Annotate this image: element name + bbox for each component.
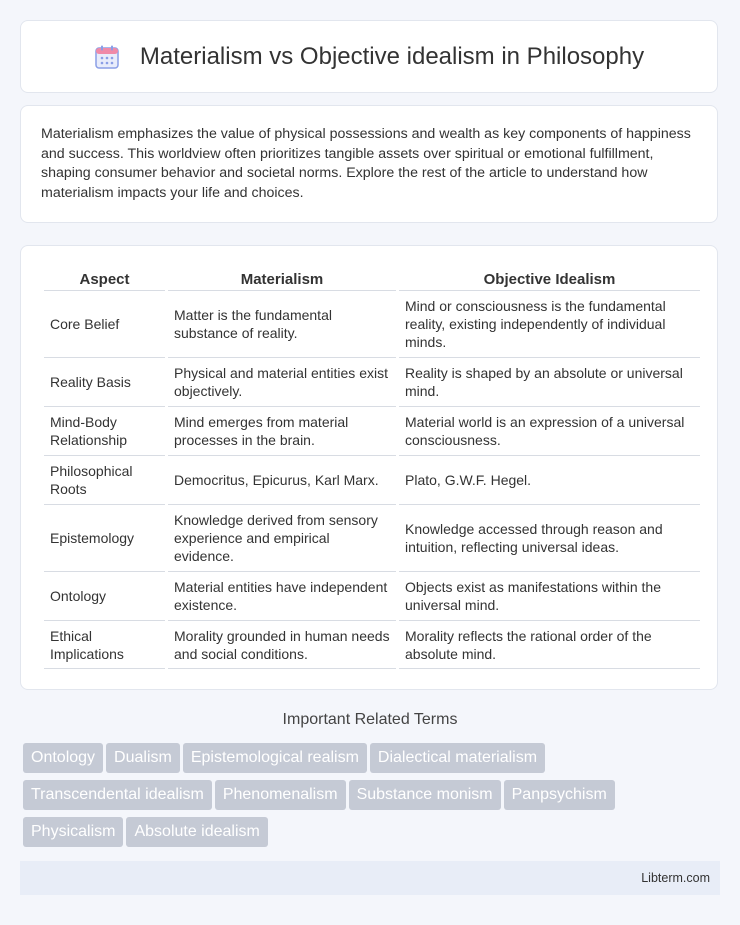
- term-tag[interactable]: Absolute idealism: [126, 817, 267, 847]
- table-row: [44, 504, 700, 571]
- table-row: [44, 571, 700, 620]
- term-tag[interactable]: Panpsychism: [504, 780, 615, 810]
- title-card: [20, 20, 718, 93]
- table-row: [44, 455, 700, 504]
- cell-aspect: Mind-Body Relationship: [44, 406, 165, 455]
- term-tag[interactable]: Ontology: [23, 743, 103, 773]
- term-tag[interactable]: Phenomenalism: [215, 780, 346, 810]
- cell-aspect: Core Belief: [44, 290, 165, 357]
- term-tag[interactable]: Dialectical materialism: [370, 743, 545, 773]
- term-tag[interactable]: Epistemological realism: [183, 743, 367, 773]
- cell-aspect: Ontology: [44, 571, 165, 620]
- cell-aspect: Ethical Implications: [44, 620, 165, 669]
- term-tag[interactable]: Dualism: [106, 743, 180, 773]
- header-materialism: Materialism: [240, 270, 324, 288]
- related-terms-list: [23, 743, 723, 854]
- cell-objective-idealism: Mind or consciousness is the fundamental reality, existing independently of individual minds.: [399, 290, 700, 357]
- table-row: [44, 620, 700, 669]
- table-row: [44, 406, 700, 455]
- header-objective-idealism: Objective Idealism: [483, 270, 616, 288]
- cell-objective-idealism: Plato, G.W.F. Hegel.: [399, 455, 700, 504]
- page-title: Materialism vs Objective idealism in Philosophy: [139, 42, 645, 70]
- cell-materialism: Democritus, Epicurus, Karl Marx.: [168, 455, 396, 504]
- intro-card: [20, 105, 718, 223]
- cell-materialism: Material entities have independent existence.: [168, 571, 396, 620]
- table-row: [44, 357, 700, 406]
- cell-objective-idealism: Material world is an expression of a universal consciousness.: [399, 406, 700, 455]
- term-tag[interactable]: Substance monism: [349, 780, 501, 810]
- cell-materialism: Morality grounded in human needs and social conditions.: [168, 620, 396, 669]
- footer-site-link[interactable]: Libterm.com: [641, 871, 710, 885]
- related-terms-title: Important Related Terms: [282, 711, 458, 728]
- term-tag[interactable]: Physicalism: [23, 817, 123, 847]
- table-header-row: [44, 268, 700, 290]
- cell-objective-idealism: Reality is shaped by an absolute or universal mind.: [399, 357, 700, 406]
- comparison-table: [41, 268, 703, 669]
- cell-aspect: Philosophical Roots: [44, 455, 165, 504]
- cell-aspect: Epistemology: [44, 504, 165, 571]
- cell-materialism: Knowledge derived from sensory experience and empirical evidence.: [168, 504, 396, 571]
- cell-materialism: Physical and material entities exist objectively.: [168, 357, 396, 406]
- cell-materialism: Mind emerges from material processes in the brain.: [168, 406, 396, 455]
- table-row: [44, 290, 700, 357]
- cell-materialism: Matter is the fundamental substance of reality.: [168, 290, 396, 357]
- header-aspect: Aspect: [79, 270, 130, 288]
- term-tag[interactable]: Transcendental idealism: [23, 780, 212, 810]
- comparison-card: [20, 245, 718, 690]
- cell-aspect: Reality Basis: [44, 357, 165, 406]
- intro-text: Materialism emphasizes the value of physical possessions and wealth as key components of happiness and success. This worldview often prioritizes tangible assets over spiritual or emotional fulfillment, shaping consumer behavior and societal norms. Explore the rest of the article to understand how materialism impacts your life and choices.: [41, 126, 691, 201]
- cell-objective-idealism: Morality reflects the rational order of the absolute mind.: [399, 620, 700, 669]
- footer: [20, 861, 720, 895]
- cell-objective-idealism: Objects exist as manifestations within the universal mind.: [399, 571, 700, 620]
- cell-objective-idealism: Knowledge accessed through reason and intuition, reflecting universal ideas.: [399, 504, 700, 571]
- calendar-icon: [94, 44, 120, 70]
